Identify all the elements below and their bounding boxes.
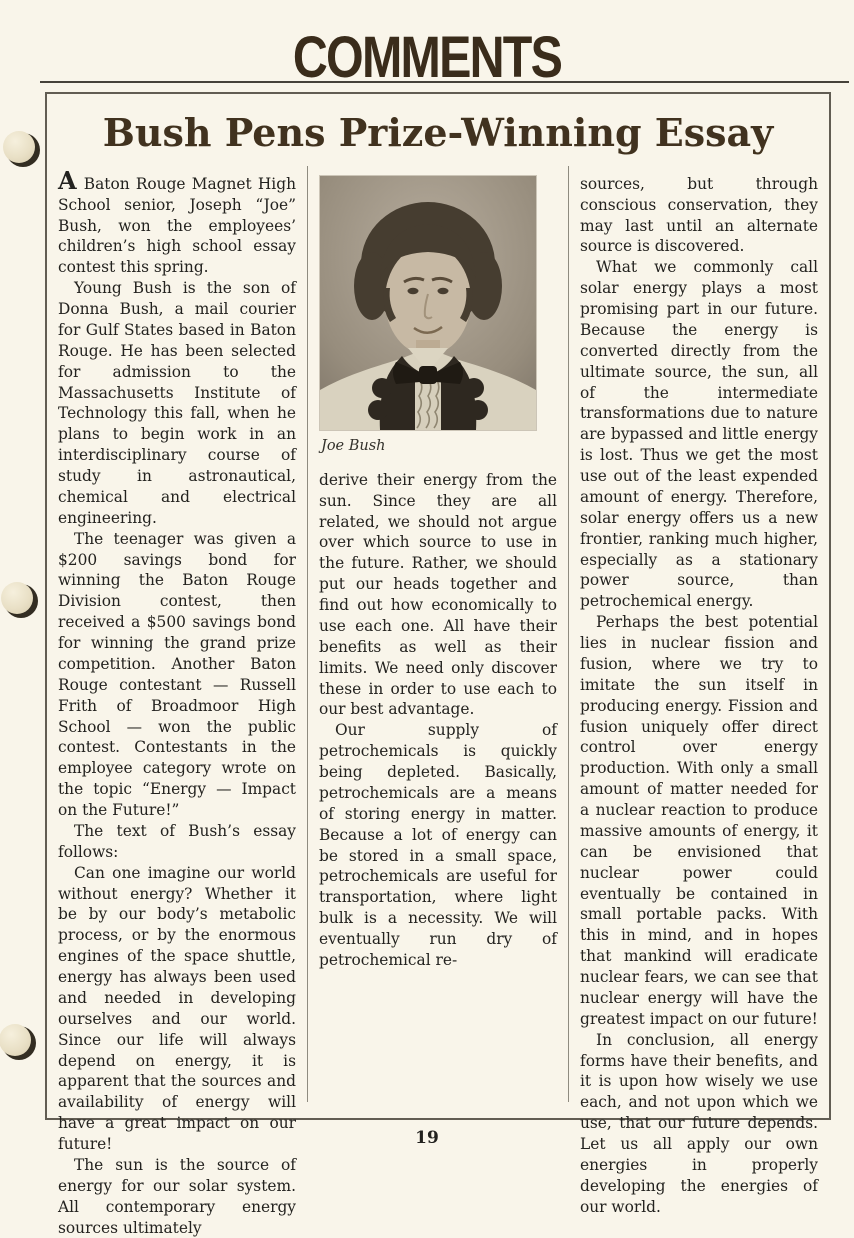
hole-punch-top	[6, 133, 40, 167]
paragraph: Our supply of petrochemicals is quickly being depleted. Basically, petrochemicals are a means of storing energy in matter. Because a lot of energy can be stored in a small space, petrochemicals are useful for transportation, where light bulk is a necessity. We will eventually run dry of petrochemical re-	[319, 721, 557, 969]
paragraph: Can one imagine our world without energy? Whether it be by our body’s metabolic process, or by the enormous engines of the space shuttle, energy has always been used and needed in developing ourselves and our world. Since our life will always depend on energy, it is apparent that the sources and availability of energy will have a great impact on our future!	[58, 863, 296, 1154]
portrait-photo	[320, 176, 536, 430]
paragraph: The sun is the source of energy for our solar system. All contemporary energy sources ultimately	[58, 1155, 296, 1237]
column-1	[47, 165, 307, 1237]
article-title: Bush Pens Prize-Winning Essay	[102, 110, 774, 155]
hole-punch-paper	[0, 1024, 31, 1056]
paragraph: The text of Bush’s essay follows:	[58, 821, 296, 861]
paragraph: Young Bush is the son of Donna Bush, a mail courier for Gulf States based in Baton Rouge. He has been selected for admission to the Massachusetts Institute of Technology this fall, when he plans to begin work in an interdisciplinary course of study in astronautical, chemical and electrical engineering.	[58, 279, 296, 527]
hole-punch-bottom	[2, 1026, 36, 1060]
paragraph: sources, but through conscious conservation, they may last until an alternate source is discovered.	[580, 174, 818, 256]
paragraph: In conclusion, all energy forms have their benefits, and it is upon how wisely we use each, and not upon which we use, that our future depends. Let us all apply our own energies in properly developing the energies of our world.	[580, 1030, 818, 1216]
paragraph: What we commonly call solar energy plays a most promising part in our future. Because the energy is converted directly from the ultimate source, the sun, all of the intermediate transformations due to nature are bypassed and little energy is lost. Thus we get the most use out of the least expended amount of energy. Therefore, solar energy offers us a new frontier, ranking much higher, especially as a stationary power source, than petrochemical energy.	[580, 258, 818, 611]
paragraph: derive their energy from the sun. Since they are all related, we should not argue over which source to use in the future. Rather, we should put our heads together and find out how economically to use each one. All have their benefits as well as their limits. We need only discover these in order to use each to our best advantage.	[319, 470, 557, 719]
paragraph-lead	[58, 165, 296, 278]
column-2	[307, 166, 568, 1102]
masthead-title: COMMENTS	[292, 24, 562, 90]
hole-punch-paper	[1, 582, 33, 614]
drop-cap: A	[58, 165, 78, 195]
masthead-header	[0, 0, 854, 92]
photo-caption: Joe Bush	[321, 437, 386, 454]
paragraph: Perhaps the best potential lies in nuclear fission and fusion, where we try to imitate the sun itself in producing energy. Fission and fusion uniquely offer direct control over energy production. With only a small amount of matter needed for a nuclear reaction to produce massive amounts of energy, it can be envisioned that nuclear power could eventually be contained in small portable packs. With this in mind, and in hopes that mankind will eradicate nuclear fears, we can see that nuclear energy will have the greatest impact on our future!	[580, 613, 818, 1028]
paragraph: The teenager was given a $200 savings bond for winning the Baton Rouge Division contest, then received a $500 savings bond for winning the grand prize competition. Another Baton Rouge contestant — Russell Frith of Broadmoor High School — won the public contest. Contestants in the employee category wrote on the topic “Energy — Impact on the Future!”	[58, 529, 296, 820]
portrait-figure	[319, 176, 557, 454]
page-number: 19	[415, 1128, 439, 1148]
column-3	[568, 166, 829, 1216]
hole-punch-paper	[3, 131, 35, 163]
paragraph-text: Baton Rouge Magnet High School senior, Joseph “Joe” Bush, won the employees’ children’s high school essay contest this spring.	[58, 174, 296, 277]
portrait-illustration	[320, 176, 536, 430]
hole-punch-middle	[4, 584, 38, 618]
